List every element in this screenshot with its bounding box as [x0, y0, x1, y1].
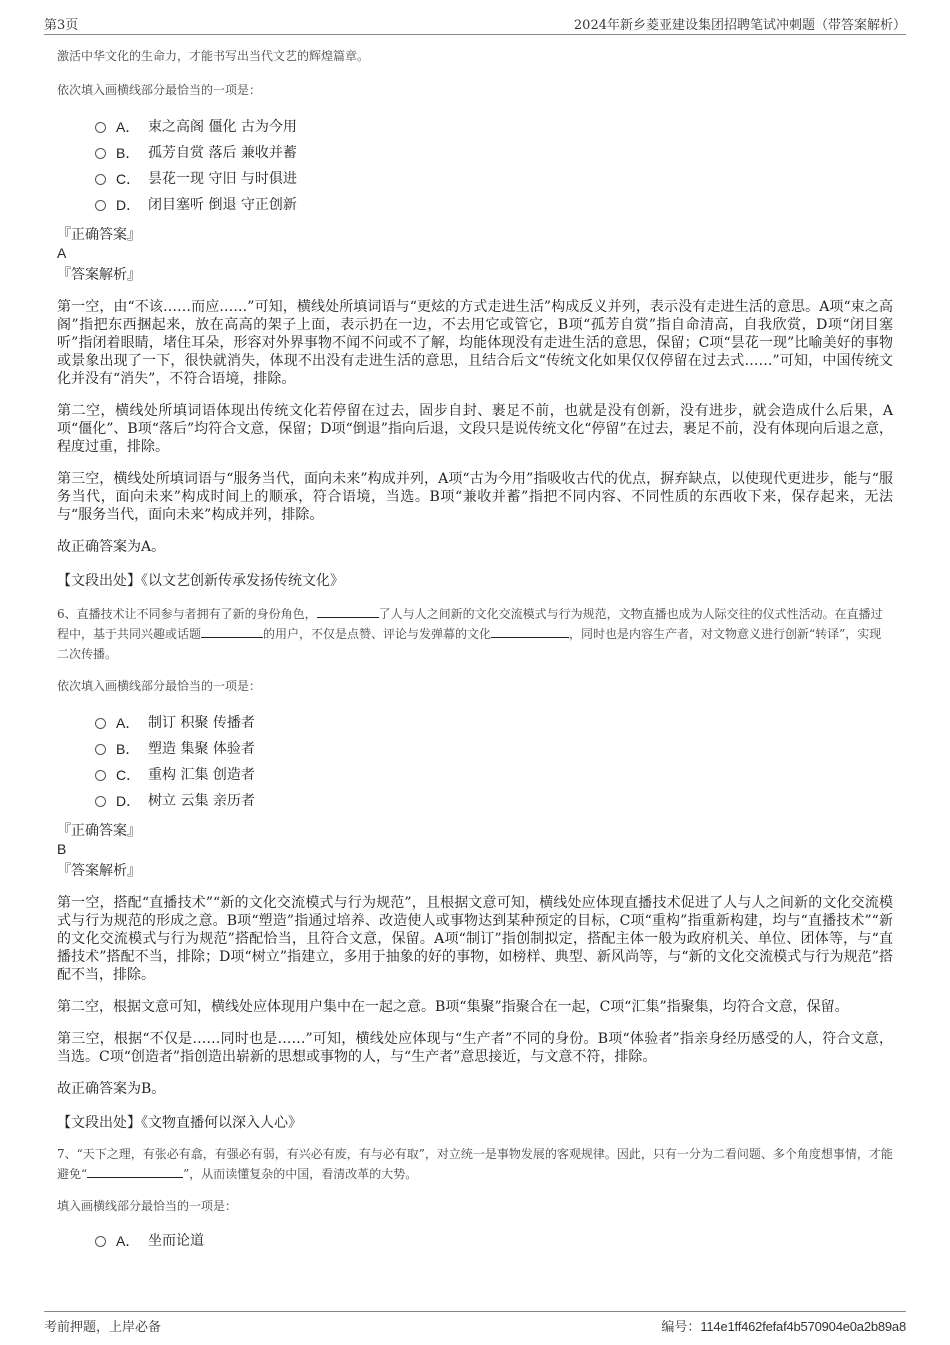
q5-analysis-label: 『答案解析』 — [57, 267, 141, 283]
q6-option-d[interactable]: D． 树立 云集 亲历者 — [95, 788, 893, 814]
q5-option-b[interactable]: B． 孤芳自赏 落后 兼收并蓄 — [95, 140, 893, 166]
q5-analysis-conclusion: 故正确答案为A。 — [57, 539, 166, 555]
radio-icon[interactable] — [95, 122, 106, 133]
q7-option-a[interactable]: A． 坐而论道 — [95, 1228, 893, 1254]
q6-answer: B — [57, 841, 67, 857]
q7-blank-1[interactable] — [87, 1165, 183, 1178]
radio-icon[interactable] — [95, 770, 106, 781]
q6-option-c[interactable]: C． 重构 汇集 创造者 — [95, 762, 893, 788]
q5-option-d[interactable]: D． 闭目塞听 倒退 守正创新 — [95, 192, 893, 218]
q7-stem: 7、“天下之理，有张必有翕，有强必有弱，有兴必有废，有与必有取”，对立统一是事物发展的客观规律。因此，只有一分为二看问题、多个角度想事情，才能避免“ ”，从而读懂复杂的中国，看清改革的大势。 — [57, 1147, 893, 1181]
page-header — [44, 12, 906, 35]
q5-answer: A — [57, 245, 67, 261]
page-number: 第3页 — [44, 18, 79, 33]
q5-analysis-p3: 第三空，横线处所填词语与“服务当代，面向未来”构成并列，A项“古为今用”指吸收古代的优点，摒弃缺点，以使现代更进步，能与“服务当代，面向未来”构成时间上的顺承，符合语境，当选。B项“兼收并蓄”指把不同内容、不同性质的东西收下来，保存起来，无法与“服务当代，面向未来”构成并列，排除。 — [57, 471, 893, 523]
q6-blank-2[interactable] — [201, 625, 263, 638]
q6-instruction: 依次填入画横线部分最恰当的一项是： — [57, 679, 262, 693]
page-content — [57, 44, 893, 1254]
q5-options — [95, 114, 893, 218]
radio-icon[interactable] — [95, 174, 106, 185]
q6-analysis-p2: 第二空，根据文意可知，横线处应体现用户集中在一起之意。B项“集聚”指聚合在一起，C项“汇集”指聚集，均符合文意，保留。 — [57, 999, 849, 1015]
footer-slogan: 考前押题，上岸必备 — [44, 1320, 162, 1335]
q6-blank-1[interactable] — [317, 605, 379, 618]
q7-instruction: 填入画横线部分最恰当的一项是： — [57, 1199, 238, 1213]
q6-options — [95, 710, 893, 814]
q5-analysis-p1: 第一空，由“不该……而应……”可知，横线处所填词语与“更炫的方式走进生活”构成反义并列，表示没有走进生活的意思。A项“束之高阁”指把东西捆起来，放在高高的架子上面，表示扔在一边，不去用它或管它，B项“孤芳自赏”指自命清高，自我欣赏，D项“闭目塞听”指闭着眼睛，堵住耳朵，形容对外界事物不闻不问或不了解，均能体现没有走进生活的意思，保留；C项“昙花一现”比喻美好的事物或景象出现了一下，很快就消失，体现不出没有走进生活的意思，且结合后文“传统文化如果仅仅停留在过去式……”可知，中国传统文化并没有“消失”，不符合语境，排除。 — [57, 299, 893, 387]
q6-analysis-p1: 第一空，搭配“直播技术”“新的文化交流模式与行为规范”，且根据文意可知，横线处应体现直播技术促进了人与人之间新的文化交流模式与行为规范的形成之意。B项“塑造”指通过培养、改造使人或事物达到某种预定的目标，C项“重构”指重新构建，均与“直播技术”“新的文化交流模式与行为规范”搭配恰当，且符合文意，保留。A项“制订”指创制拟定，搭配主体一般为政府机关、单位、团体等，与“直播技术”搭配不当，排除；D项“树立”指建立，多用于抽象的好的事物，如榜样、典型、新风尚等，与“新的文化交流模式与行为规范”搭配不当，排除。 — [57, 895, 893, 983]
q6-option-a[interactable]: A． 制订 积聚 传播者 — [95, 710, 893, 736]
q6-answer-label: 『正确答案』 — [57, 823, 141, 839]
q6-blank-3[interactable] — [491, 625, 569, 638]
radio-icon[interactable] — [95, 200, 106, 211]
page-footer — [44, 1311, 906, 1334]
q5-analysis-p2: 第二空，横线处所填词语体现出传统文化若停留在过去，固步自封、裹足不前，也就是没有创新，没有进步，就会造成什么后果，A项“僵化”、B项“落后”均符合文意，保留；D项“倒退”指向后退，文段只是说传统文化“停留”在过去，裹足不前，没有体现向后退之意，程度过重，排除。 — [57, 403, 893, 455]
q5-instruction: 依次填入画横线部分最恰当的一项是： — [57, 83, 262, 97]
q6-stem: 6、直播技术让不同参与者拥有了新的身份角色， 了人与人之间新的文化交流模式与行为规范，文物直播也成为人际交往的仪式性活动。在直播过程中，基于共同兴趣或话题 的用户，不仅是点赞、评论与发弹幕的文化 ，同时也是内容生产者，对文物意义进行创新“转译”，实现二次传播。 — [57, 607, 883, 661]
radio-icon[interactable] — [95, 148, 106, 159]
q6-analysis-label: 『答案解析』 — [57, 863, 141, 879]
radio-icon[interactable] — [95, 796, 106, 807]
radio-icon[interactable] — [95, 718, 106, 729]
q6-analysis-p3: 第三空，根据“不仅是……同时也是……”可知，横线处应体现与“生产者”不同的身份。B项“体验者”指亲身经历感受的人，符合文意，当选。C项“创造者”指创造出崭新的思想或事物的人，与“生产者”意思接近，与文意不符，排除。 — [57, 1031, 893, 1065]
q7-options — [95, 1228, 893, 1254]
q6-analysis-conclusion: 故正确答案为B。 — [57, 1081, 166, 1097]
q5-option-c[interactable]: C． 昙花一现 守旧 与时俱进 — [95, 166, 893, 192]
document-title: 2024年新乡菱亚建设集团招聘笔试冲刺题（带答案解析） — [573, 18, 906, 33]
radio-icon[interactable] — [95, 744, 106, 755]
radio-icon[interactable] — [95, 1236, 106, 1247]
document-id: 编号：114e1ff462fefaf4b570904e0a2b89a8 — [661, 1319, 906, 1335]
q6-source: 【文段出处】《文物直播何以深入人心》 — [57, 1115, 302, 1131]
q5-option-a[interactable]: A． 束之高阁 僵化 古为今用 — [95, 114, 893, 140]
q5-stem-tail: 激活中华文化的生命力，才能书写出当代文艺的辉煌篇章。 — [57, 49, 370, 63]
q5-source: 【文段出处】《以文艺创新传承发扬传统文化》 — [57, 573, 344, 589]
q5-answer-label: 『正确答案』 — [57, 227, 141, 243]
q6-option-b[interactable]: B． 塑造 集聚 体验者 — [95, 736, 893, 762]
